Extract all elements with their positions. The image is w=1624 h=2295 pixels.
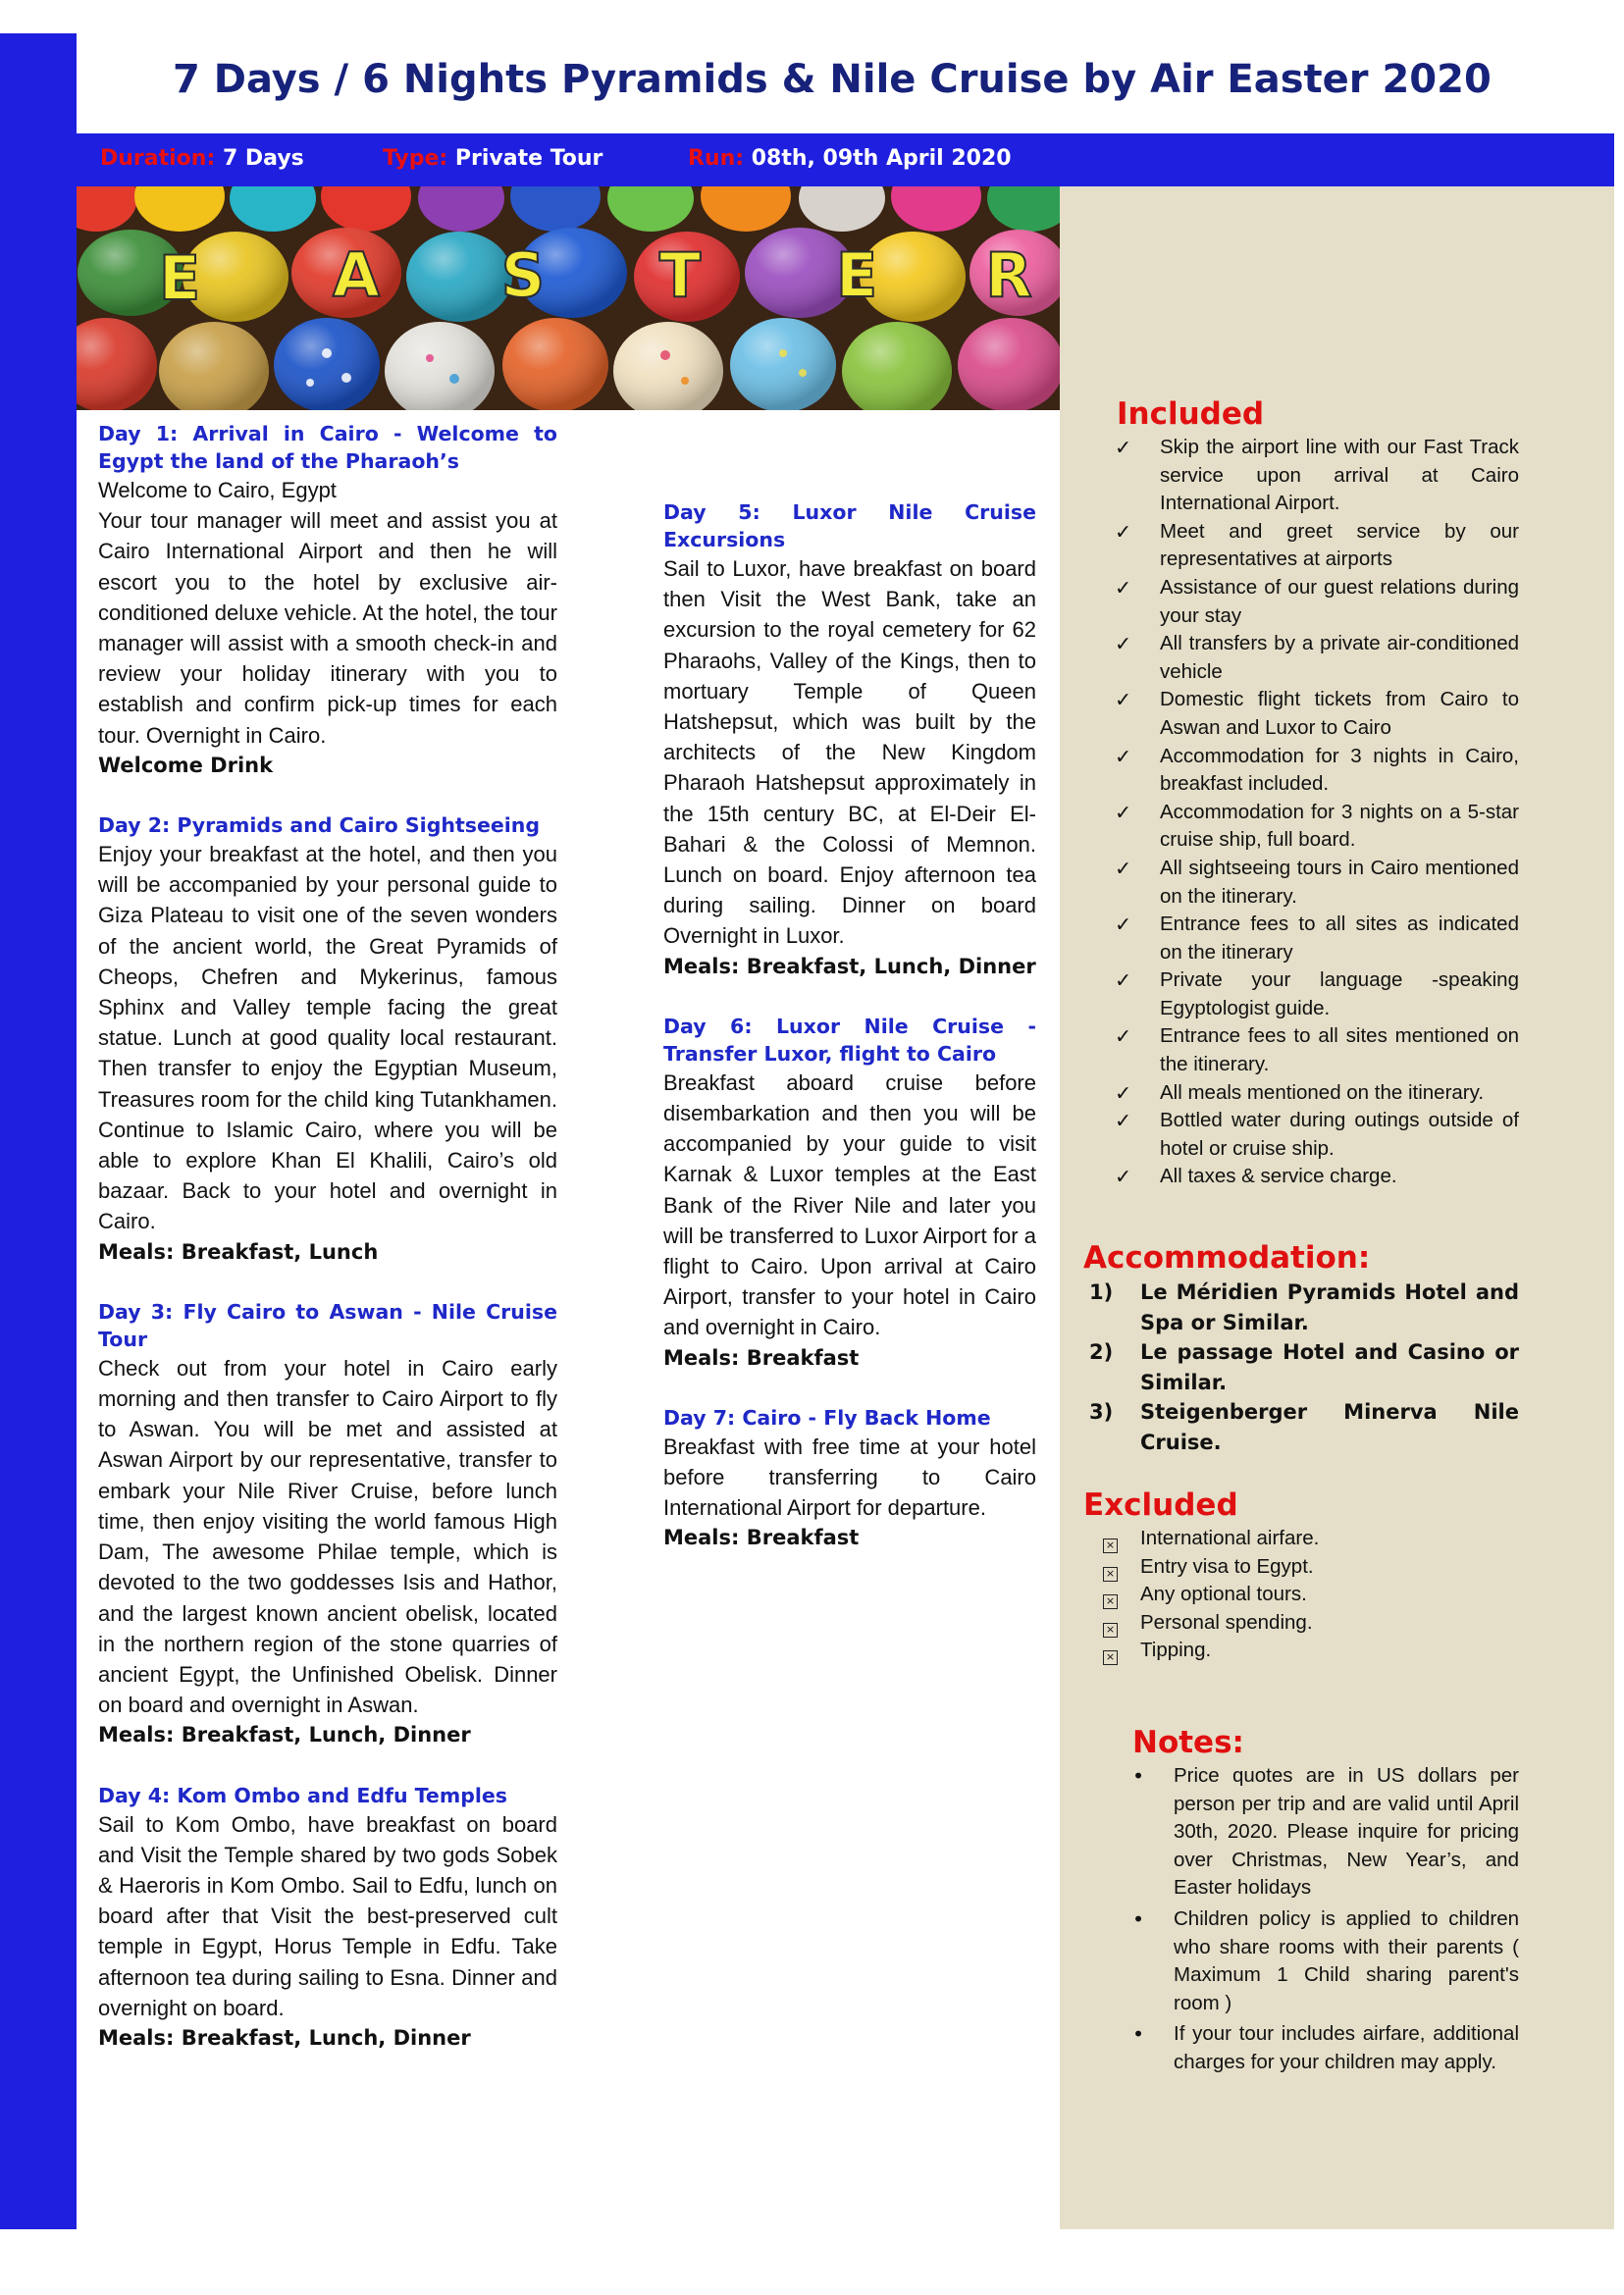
day-6-section [663, 1013, 1036, 1374]
included-list [1103, 434, 1519, 1191]
left-accent-bar [0, 33, 77, 2229]
included-item [1103, 518, 1519, 574]
day-3-body: Check out from your hotel in Cairo early morning and then transfer to Cairo Airport to fly to Aswan. You will be met and assisted at Aswan Airport by our representative, transfer to embark your Nile River Cruise, before lunch time, then enjoy visiting the world famous High Dam, The awesome Philae temple, which is devoted to the two goddesses Isis and Hathor, and the largest known ancient obelisk, located in the northern region of the stone quarries of ancient Egypt, the Unfinished Obelisk. Dinner on board and overnight in Aswan. [98, 1355, 557, 1718]
bullet-icon: • [1132, 1764, 1145, 1788]
included-item-text: Entrance fees to all sites as indicated on the itinerary [1160, 913, 1519, 964]
day-7-meals: Meals: Breakfast [663, 1526, 860, 1550]
included-item-text: All transfers by a private air-conditioned vehicle [1160, 632, 1519, 683]
type-info [383, 146, 602, 171]
notes-item-text: Children policy is applied to children who share rooms with their parents ( Maximum 1 Child sharing parent's room ) [1174, 1906, 1519, 2014]
day-7-body: Breakfast with free time at your hotel before transferring to Cairo International Airport for departure. [663, 1434, 1036, 1521]
accommodation-item-text: Le Méridien Pyramids Hotel and Spa or Similar. [1140, 1280, 1519, 1334]
itinerary-column-2 [663, 498, 1036, 1554]
excluded-item [1103, 1637, 1519, 1665]
run-label: Run: [688, 146, 745, 171]
day-1-section [98, 420, 557, 781]
bullet-icon: • [1132, 2022, 1145, 2047]
duration-value: 7 Days [222, 146, 304, 171]
checkmark-icon: ✓ [1115, 800, 1132, 824]
day-1-body: Your tour manager will meet and assist you at Cairo International Airport and then he will escort you to the hotel by exclusive air-conditioned deluxe vehicle. At the hotel, the tour manager will assist with a smooth check-in and review your holiday itinerary with you to establish and confirm pick-up times for each tour. Overnight in Cairo. [98, 508, 557, 748]
included-item [1103, 799, 1519, 855]
day-7-heading: Day 7: Cairo - Fly Back Home [663, 1405, 991, 1430]
day-4-heading: Day 4: Kom Ombo and Edfu Temples [98, 1783, 508, 1807]
excluded-item-text: Any optional tours. [1140, 1583, 1307, 1606]
day-2-section [98, 811, 557, 1268]
excluded-item-text: Personal spending. [1140, 1610, 1313, 1634]
included-item [1103, 911, 1519, 966]
excluded-item-text: International airfare. [1140, 1527, 1320, 1549]
egg-letter-4: T [658, 239, 702, 311]
notes-item-text: Price quotes are in US dollars per person per trip and are valid until April 30th, 2020. Please inquire for pricing over Christmas, New Year’s, and Easter holidays [1174, 1764, 1519, 1900]
notes-section [1119, 1723, 1519, 2077]
excluded-heading: Excluded [1083, 1487, 1238, 1523]
excluded-item [1103, 1581, 1519, 1609]
accommodation-number: 1) [1089, 1280, 1114, 1304]
egg-letter-2: A [333, 239, 380, 311]
included-item-text: Accommodation for 3 nights on a 5-star cruise ship, full board. [1160, 800, 1519, 852]
included-item [1103, 574, 1519, 630]
checkmark-icon: ✓ [1115, 744, 1132, 768]
checkmark-icon: ✓ [1115, 1165, 1132, 1189]
day-5-heading: Day 5: Luxor Nile Cruise Excursions [663, 500, 1036, 551]
cross-box-icon: × [1103, 1567, 1118, 1582]
checkmark-icon: ✓ [1115, 688, 1132, 712]
cross-box-icon: × [1103, 1594, 1118, 1609]
accommodation-item-text: Steigenberger Minerva Nile Cruise. [1140, 1400, 1519, 1454]
accommodation-list [1083, 1278, 1519, 1457]
checkmark-icon: ✓ [1115, 913, 1132, 937]
day-5-body: Sail to Luxor, have breakfast on board then Visit the West Bank, take an excursion to the royal cemetery for 62 Pharaohs, Valley of the Kings, then to mortuary Temple of Queen Hatshepsut, which was built by the architects of the New Kingdom Pharaoh Hatshepsut approximately in the 15th century BC, at El-Deir El-Bahari & the Colossi of Memnon. Lunch on board. Enjoy afternoon tea during sailing. Dinner on board Overnight in Luxor. [663, 556, 1036, 949]
day-7-section [663, 1404, 1036, 1554]
included-heading: Included [1117, 396, 1265, 432]
easter-eggs-image [77, 186, 1060, 410]
excluded-list [1103, 1525, 1519, 1665]
checkmark-icon: ✓ [1115, 519, 1132, 544]
day-1-heading: Day 1: Arrival in Cairo - Welcome to Egypt the land of the Pharaoh’s [98, 422, 557, 473]
notes-item [1119, 1905, 1519, 2017]
included-item [1103, 966, 1519, 1022]
checkmark-icon: ✓ [1115, 856, 1132, 880]
notes-item [1119, 2020, 1519, 2076]
cross-box-marker [1103, 1525, 1118, 1553]
included-item-text: All meals mentioned on the itinerary. [1160, 1080, 1485, 1104]
included-item-text: Meet and greet service by our representatives at airports [1160, 519, 1519, 571]
included-item [1103, 630, 1519, 686]
included-item-text: Bottled water during outings outside of hotel or cruise ship. [1160, 1109, 1519, 1160]
duration-info [100, 146, 304, 171]
bullet-icon: • [1132, 1906, 1145, 1931]
notes-heading: Notes: [1132, 1725, 1244, 1760]
day-3-heading: Day 3: Fly Cairo to Aswan - Nile Cruise Tour [98, 1299, 557, 1351]
excluded-item [1103, 1609, 1519, 1638]
included-item-text: All taxes & service charge. [1160, 1165, 1397, 1188]
excluded-section [1083, 1486, 1519, 1665]
checkmark-icon: ✓ [1115, 632, 1132, 656]
day-2-heading: Day 2: Pyramids and Cairo Sightseeing [98, 813, 541, 838]
day-6-heading: Day 6: Luxor Nile Cruise - Transfer Luxor, flight to Cairo [663, 1014, 1036, 1066]
included-item-text: Domestic flight tickets from Cairo to Aswan and Luxor to Cairo [1160, 688, 1519, 739]
itinerary-column-1 [98, 420, 557, 2054]
excluded-item [1103, 1553, 1519, 1582]
type-label: Type: [383, 146, 448, 171]
day-1-subheading: Welcome to Cairo, Egypt [98, 478, 337, 502]
included-item-text: Assistance of our guest relations during your stay [1160, 575, 1519, 627]
checkmark-icon: ✓ [1115, 1109, 1132, 1133]
day-5-meals: Meals: Breakfast, Lunch, Dinner [663, 954, 1036, 978]
included-item [1103, 1163, 1519, 1191]
type-value: Private Tour [454, 146, 603, 171]
egg-letter-1: E [158, 242, 201, 314]
excluded-item-text: Tipping. [1140, 1639, 1212, 1662]
cross-box-icon: × [1103, 1623, 1118, 1638]
page-title: 7 Days / 6 Nights Pyramids & Nile Cruise by Air Easter 2020 [173, 57, 1492, 102]
day-6-body: Breakfast aboard cruise before disembarkation and then you will be accompanied by your guide to visit Karnak & Luxor temples at the East Bank of the River Nile and later you will be transferred to Luxor Airport for a flight to Cairo. Upon arrival at Cairo Airport, transfer to your hotel in Cairo and overnight in Cairo. [663, 1069, 1036, 1340]
included-item [1103, 1107, 1519, 1163]
egg-letter-5: E [835, 239, 878, 311]
accommodation-item [1083, 1397, 1519, 1457]
run-info [688, 146, 1012, 171]
included-item-text: Skip the airport line with our Fast Track service upon arrival at Cairo International Airport. [1160, 436, 1519, 515]
egg-letter-3: S [500, 239, 546, 311]
included-section [1103, 394, 1519, 1191]
included-item-text: Private your language -speaking Egyptologist guide. [1160, 968, 1519, 1019]
checkmark-icon: ✓ [1115, 968, 1132, 993]
day-2-meals: Meals: Breakfast, Lunch [98, 1239, 379, 1264]
notes-list [1119, 1762, 1519, 2077]
easter-eggs-illustration [77, 186, 1060, 410]
accommodation-number: 2) [1089, 1340, 1114, 1364]
accommodation-number: 3) [1089, 1400, 1114, 1424]
notes-item [1119, 1762, 1519, 1903]
day-4-body: Sail to Kom Ombo, have breakfast on board and Visit the Temple shared by two gods Sobek & Haeroris in Kom Ombo. Sail to Edfu, lunch on board after that Visit the best-preserved cult temple in Egypt, Horus Temple in Edfu. Take afternoon tea during sailing to Esna. Dinner and overnight on board. [98, 1811, 557, 2020]
day-4-section [98, 1782, 557, 2055]
accommodation-section [1083, 1238, 1519, 1457]
cross-box-icon: × [1103, 1650, 1118, 1665]
included-item-text: Entrance fees to all sites mentioned on the itinerary. [1160, 1024, 1519, 1076]
day-2-body: Enjoy your breakfast at the hotel, and then you will be accompanied by your personal guide to Giza Plateau to visit one of the seven wonders of the ancient world, the Great Pyramids of Cheops, Chefren and Mykerinus, famous Sphinx and Valley temple facing the great statue. Lunch at good quality local restaurant. Then transfer to enjoy the Egyptian Museum, Treasures room for the child king Tutankhamen. Continue to Islamic Cairo, where you will be able to explore Khan El Khalili, Cairo’s old bazaar. Back to your hotel and overnight in Cairo. [98, 842, 557, 1234]
egg-letter-6: R [985, 239, 1032, 311]
excluded-item [1103, 1525, 1519, 1553]
checkmark-icon: ✓ [1115, 1024, 1132, 1049]
day-1-meals: Welcome Drink [98, 753, 274, 777]
cross-box-icon: × [1103, 1539, 1118, 1553]
included-item-text: All sightseeing tours in Cairo mentioned on the itinerary. [1160, 856, 1519, 908]
day-5-section [663, 498, 1036, 982]
accommodation-item [1083, 1278, 1519, 1337]
accommodation-item-text: Le passage Hotel and Casino or Similar. [1140, 1340, 1519, 1394]
included-item [1103, 1022, 1519, 1078]
included-item [1103, 434, 1519, 518]
duration-label: Duration: [100, 146, 216, 171]
day-3-section [98, 1298, 557, 1751]
accommodation-item [1083, 1337, 1519, 1397]
included-item-text: Accommodation for 3 nights in Cairo, breakfast included. [1160, 744, 1519, 796]
accommodation-heading: Accommodation: [1083, 1240, 1371, 1276]
included-item [1103, 686, 1519, 742]
day-3-meals: Meals: Breakfast, Lunch, Dinner [98, 1723, 471, 1747]
cross-box-marker [1103, 1637, 1118, 1665]
day-4-meals: Meals: Breakfast, Lunch, Dinner [98, 2025, 471, 2050]
checkmark-icon: ✓ [1115, 575, 1132, 600]
included-item [1103, 855, 1519, 911]
checkmark-icon: ✓ [1115, 436, 1132, 459]
included-item [1103, 1079, 1519, 1108]
info-bar [77, 133, 1614, 186]
cross-box-marker [1103, 1553, 1118, 1582]
cross-box-marker [1103, 1609, 1118, 1638]
day-6-meals: Meals: Breakfast [663, 1345, 860, 1370]
run-value: 08th, 09th April 2020 [751, 146, 1012, 171]
included-item [1103, 743, 1519, 799]
checkmark-icon: ✓ [1115, 1080, 1132, 1105]
excluded-item-text: Entry visa to Egypt. [1140, 1554, 1314, 1578]
cross-box-marker [1103, 1581, 1118, 1609]
notes-item-text: If your tour includes airfare, additional charges for your children may apply. [1174, 2022, 1519, 2073]
